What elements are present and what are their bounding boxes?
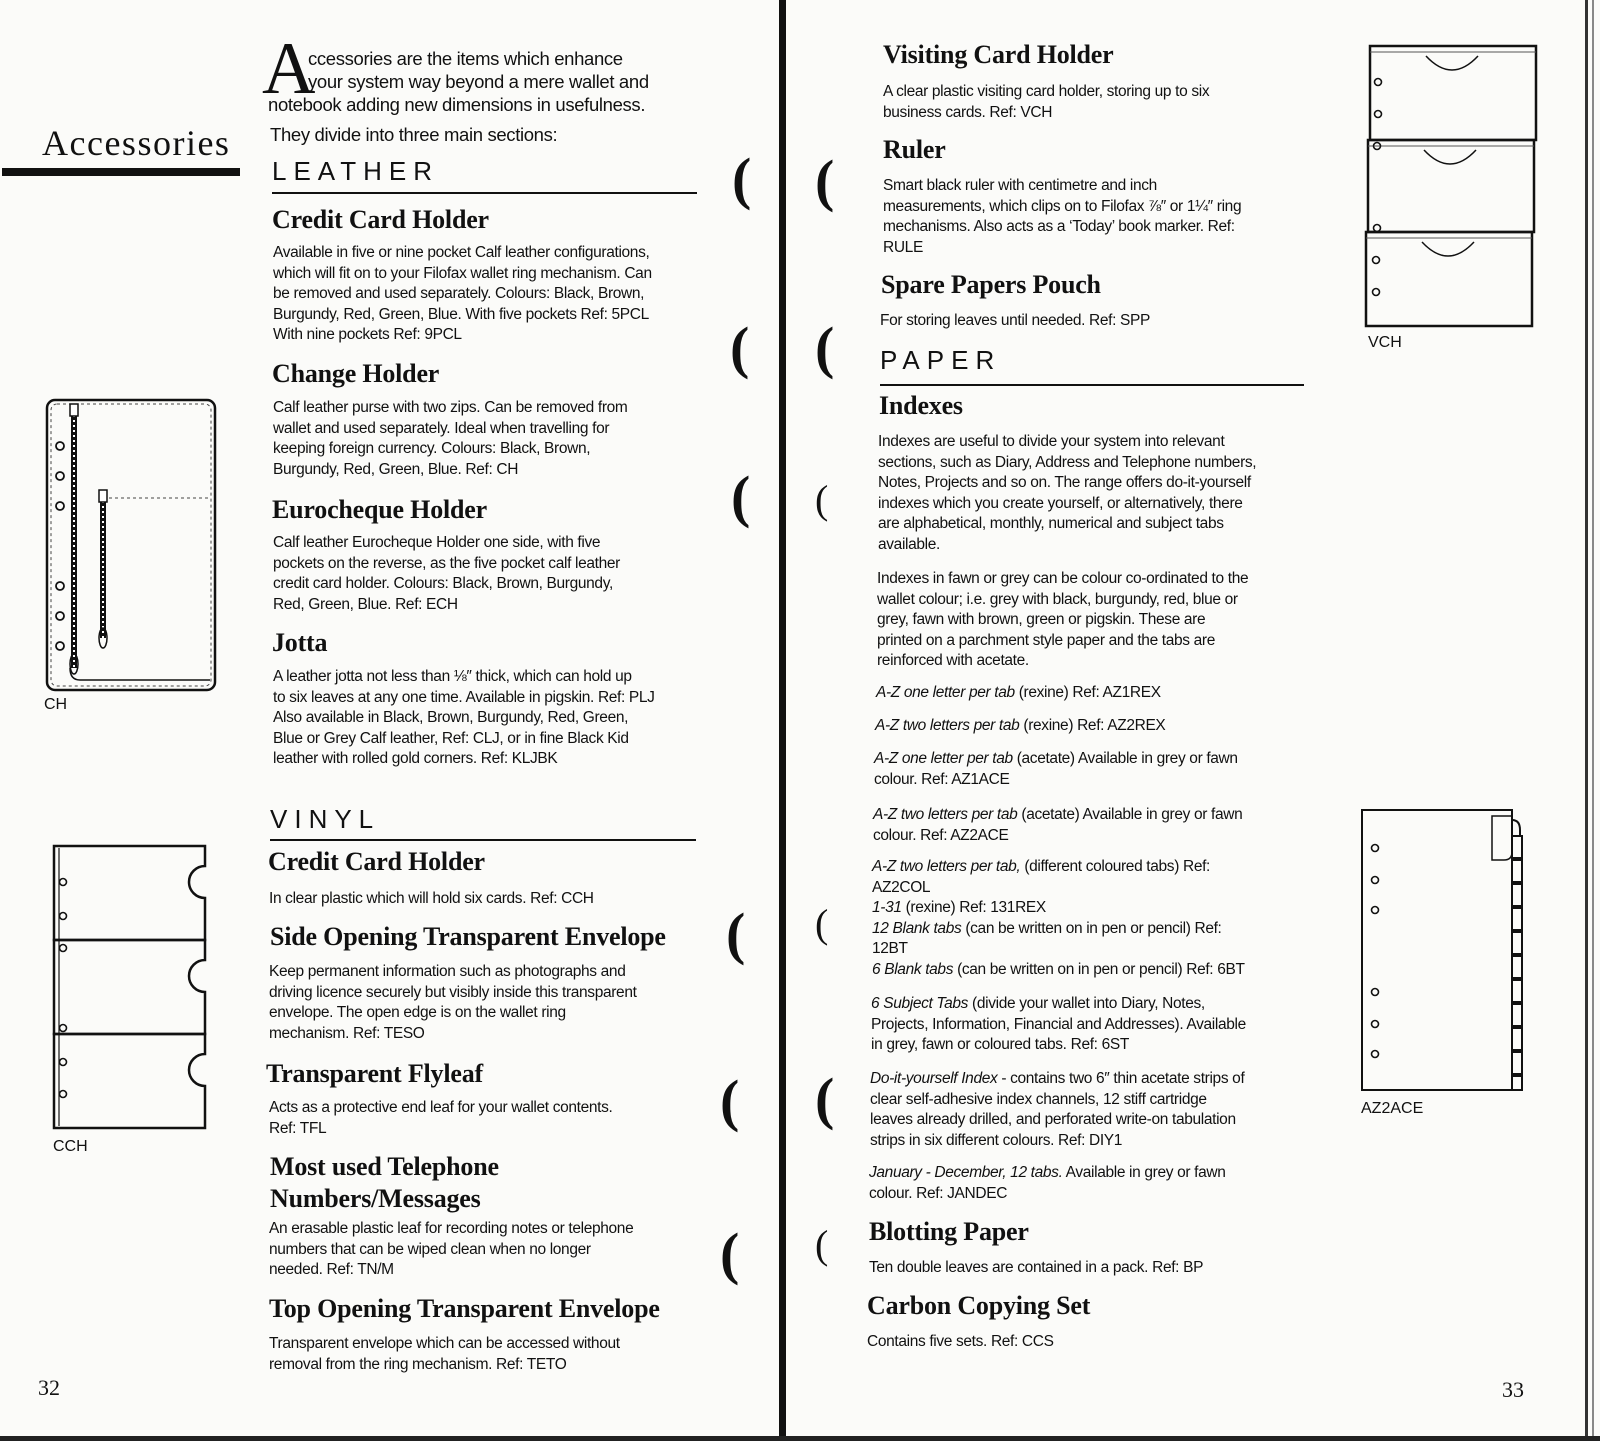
item-title: Ruler	[883, 135, 946, 164]
body-line: keeping foreign currency. Colours: Black, Brown,	[273, 440, 591, 458]
body-line: wallet and used separately. Ideal when travelling for	[273, 419, 610, 437]
figure-caption: CCH	[53, 1138, 88, 1155]
page-edge	[1585, 0, 1588, 1441]
item-title: Top Opening Transparent Envelope	[269, 1294, 660, 1323]
item-body	[273, 243, 652, 346]
section-rule	[880, 384, 1304, 386]
body-line: driving licence securely but visibly inside this transparent	[269, 983, 637, 1001]
item-title: Eurocheque Holder	[272, 495, 487, 524]
index-entry: A-Z two letters per tab (rexine) Ref: AZ2REX	[875, 717, 1166, 734]
item-title: Credit Card Holder	[268, 847, 485, 876]
body-line: Indexes are useful to divide your system into relevant	[878, 433, 1225, 450]
binder-ring-mark: (	[815, 148, 835, 213]
index-entry: A-Z one letter per tab (rexine) Ref: AZ1REX	[876, 684, 1161, 701]
binder-ring-mark: (	[815, 477, 829, 522]
body-line: Ten double leaves are contained in a pack. Ref: BP	[869, 1259, 1204, 1276]
intro-line: notebook adding new dimensions in usefulness.	[268, 94, 646, 115]
change-holder-illustration	[40, 398, 220, 694]
body-line: be removed and used separately. Colours: Black, Brown,	[273, 285, 645, 303]
item-body	[878, 432, 1256, 556]
body-line: which will fit on to your Filofax wallet ring mechanism. Can	[273, 264, 652, 282]
item-title: Numbers/Messages	[270, 1184, 481, 1213]
figure-caption: VCH	[1368, 334, 1402, 351]
body-line: For storing leaves until needed. Ref: SPP	[880, 312, 1150, 329]
binder-ring-mark: (	[731, 464, 751, 529]
body-line: In clear plastic which will hold six cards. Ref: CCH	[269, 890, 594, 907]
item-body	[269, 1098, 612, 1139]
item-title: Spare Papers Pouch	[881, 270, 1101, 299]
item-title: Blotting Paper	[869, 1217, 1029, 1246]
body-line: A clear plastic visiting card holder, storing up to six	[883, 83, 1210, 100]
index-tabs-illustration	[1358, 806, 1534, 1096]
book-spine	[779, 0, 786, 1441]
body-line: wallet colour; i.e. grey with black, burgundy, red, blue or	[877, 590, 1238, 608]
body-line: Calf leather purse with two zips. Can be removed from	[273, 399, 628, 416]
section-rule	[270, 839, 696, 841]
item-body	[883, 176, 1241, 258]
body-line: A leather jotta not less than ⅛″ thick, which can hold up	[273, 668, 632, 685]
page-edge	[1592, 0, 1594, 1441]
body-line: grey, fawn with brown, green or pigskin. These are	[877, 611, 1206, 629]
body-line: Smart black ruler with centimetre and inch	[883, 177, 1157, 194]
index-entry: A-Z two letters per tab (acetate) Available in grey or fawn colour. Ref: AZ2ACE	[873, 806, 1243, 844]
item-body	[883, 82, 1209, 123]
body-line: An erasable plastic leaf for recording notes or telephone	[269, 1220, 634, 1237]
binder-ring-mark: (	[815, 1222, 829, 1267]
item-body	[269, 962, 637, 1044]
item-body	[269, 1219, 633, 1281]
body-line: pockets on the reverse, as the five pocket calf leather	[273, 554, 620, 572]
binder-ring-mark: (	[720, 1221, 740, 1286]
body-line: indexes which you create yourself, or alternatively, there	[878, 494, 1243, 512]
body-line: Notes, Projects and so on. The range offers do-it-yourself	[878, 474, 1251, 492]
item-title: Indexes	[879, 391, 963, 420]
page-title: Accessories	[42, 123, 231, 163]
page-number: 32	[38, 1375, 60, 1400]
body-line: are alphabetical, monthly, numerical and subject tabs	[878, 515, 1224, 533]
body-line: With nine pockets Ref: 9PCL	[273, 326, 462, 344]
title-underline	[2, 168, 240, 176]
body-line: Burgundy, Red, Green, Blue. Ref: CH	[273, 460, 519, 478]
body-line: reinforced with acetate.	[877, 652, 1029, 670]
binder-ring-mark: (	[815, 315, 835, 380]
body-line: mechanisms. Also acts as a ‘Today’ book marker. Ref:	[883, 218, 1235, 236]
body-line: mechanism. Ref: TESO	[269, 1024, 425, 1042]
index-entry: A-Z one letter per tab (acetate) Available in grey or fawn colour. Ref: AZ1ACE	[874, 750, 1238, 788]
section-heading-leather: LEATHER	[272, 156, 439, 186]
body-line: Contains five sets. Ref: CCS	[867, 1333, 1054, 1350]
body-line: available.	[878, 535, 940, 553]
item-title: Credit Card Holder	[272, 205, 489, 234]
intro-line: ccessories are the items which enhance	[308, 48, 623, 69]
body-line: removal from the ring mechanism. Ref: TETO	[269, 1355, 567, 1373]
binder-ring-mark: (	[732, 146, 752, 211]
item-title: Side Opening Transparent Envelope	[270, 922, 666, 951]
item-body	[269, 1334, 620, 1375]
body-line: RULE	[883, 238, 923, 256]
item-title: Most used Telephone	[270, 1152, 499, 1181]
binder-ring-mark: (	[815, 901, 829, 946]
binder-ring-mark: (	[726, 901, 746, 966]
index-entry: Do-it-yourself Index - contains two 6″ thin acetate strips of clear self-adhesive index channels, 12 stiff cartridge leaves already drilled, and perforated write-on tabulation strips in six different colours. Ref: DIY1	[870, 1070, 1245, 1149]
binder-ring-mark: (	[815, 1066, 835, 1131]
figure-caption: CH	[44, 696, 68, 713]
body-line: credit card holder. Colours: Black, Brown, Burgundy,	[273, 575, 613, 593]
binder-ring-mark: (	[730, 315, 750, 380]
item-body	[273, 667, 655, 770]
item-body	[877, 569, 1248, 672]
item-title: Carbon Copying Set	[867, 1291, 1091, 1320]
section-rule	[272, 192, 697, 194]
body-line: numbers that can be wiped clean when no longer	[269, 1240, 591, 1258]
body-line: Also available in Black, Brown, Burgundy, Red, Green,	[273, 709, 629, 727]
drop-cap: A	[262, 28, 316, 110]
body-line: Available in five or nine pocket Calf leather configurations,	[273, 244, 650, 261]
section-heading-vinyl: VINYL	[270, 804, 381, 834]
body-line: leather with rolled gold corners. Ref: KLJBK	[273, 750, 558, 768]
body-line: business cards. Ref: VCH	[883, 103, 1053, 121]
body-line: to six leaves at any one time. Available in pigskin. Ref: PLJ	[273, 688, 655, 706]
visiting-card-holder-illustration	[1364, 44, 1542, 344]
body-line: measurements, which clips on to Filofax ⅞″ or 1¼″ ring	[883, 197, 1242, 215]
item-body	[273, 398, 627, 480]
item-title: Jotta	[272, 628, 328, 657]
figure-caption: AZ2ACE	[1361, 1100, 1424, 1117]
section-heading-paper: PAPER	[880, 345, 1002, 375]
body-line: sections, such as Diary, Address and Telephone numbers,	[878, 453, 1257, 471]
page-number: 33	[1502, 1377, 1524, 1402]
item-title: Visiting Card Holder	[883, 40, 1114, 69]
body-line: needed. Ref: TN/M	[269, 1261, 394, 1279]
body-line: Indexes in fawn or grey can be colour co-ordinated to the	[877, 570, 1249, 587]
index-entry: 6 Subject Tabs (divide your wallet into Diary, Notes, Projects, Information, Financial and Addresses). Available in grey, fawn or coloured tabs. Ref: 6ST	[871, 995, 1246, 1054]
item-title: Transparent Flyleaf	[266, 1059, 483, 1088]
intro-line: your system way beyond a mere wallet and	[308, 71, 649, 92]
body-line: Keep permanent information such as photographs and	[269, 963, 626, 980]
intro-line: They divide into three main sections:	[270, 124, 558, 145]
credit-card-holder-illustration	[50, 844, 210, 1134]
index-entry: January - December, 12 tabs. Available in grey or fawn colour. Ref: JANDEC	[869, 1164, 1226, 1202]
body-line: Calf leather Eurocheque Holder one side, with five	[273, 534, 601, 551]
body-line: Blue or Grey Calf leather, Ref: CLJ, or in fine Black Kid	[273, 729, 629, 747]
body-line: Transparent envelope which can be accessed without	[269, 1335, 620, 1352]
body-line: Burgundy, Red, Green, Blue. With five pockets Ref: 5PCL	[273, 305, 649, 323]
body-line: Ref: TFL	[269, 1119, 327, 1137]
binder-ring-mark: (	[720, 1068, 740, 1133]
body-line: envelope. The open edge is on the wallet ring	[269, 1004, 566, 1022]
page-bottom-edge	[0, 1436, 1600, 1441]
item-body	[273, 533, 620, 615]
body-line: printed on a parchment style paper and the tabs are	[877, 631, 1216, 649]
body-line: Red, Green, Blue. Ref: ECH	[273, 595, 458, 613]
body-line: Acts as a protective end leaf for your wallet contents.	[269, 1099, 613, 1116]
index-entry: A-Z two letters per tab, (different coloured tabs) Ref: AZ2COL 1-31 (rexine) Ref: 131REX 12 Blank tabs (can be written on in pen or pencil) Ref: 12BT 6 Blank tabs (can be written on in pen or pencil) Ref: 6BT	[872, 858, 1245, 978]
item-title: Change Holder	[272, 359, 440, 388]
